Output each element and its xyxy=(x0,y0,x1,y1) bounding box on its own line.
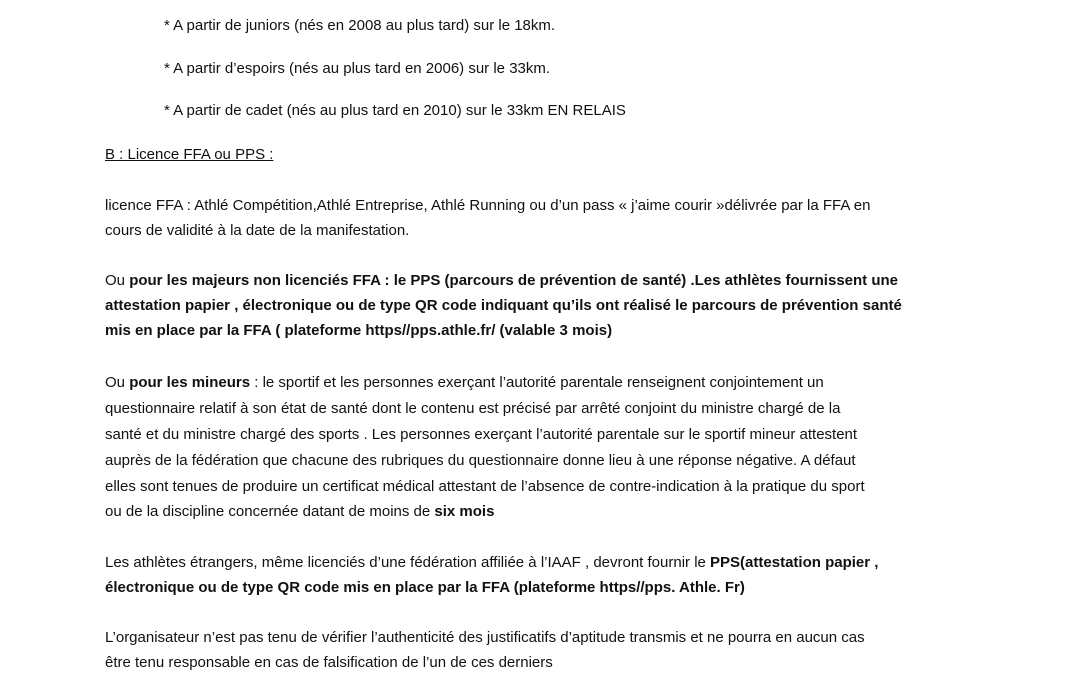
paragraph-line: elles sont tenues de produire un certificat médical attestant de l’absence de contre-indication à la pratique du sport xyxy=(105,478,865,495)
paragraph-line xyxy=(105,553,878,573)
paragraph-line: être tenu responsable en cas de falsification de l’un de ces derniers xyxy=(105,654,553,671)
paragraph-line xyxy=(105,271,898,291)
paragraph-line: électronique ou de type QR code mis en place par la FFA (plateforme https//pps. Athle. Fr) xyxy=(105,579,745,596)
paragraph-line: attestation papier , électronique ou de type QR code indiquant qu’ils ont réalisé le parcours de prévention santé xyxy=(105,297,902,314)
paragraph-line: cours de validité à la date de la manifestation. xyxy=(105,222,410,239)
bullet-item: * A partir de cadet (nés au plus tard en 2010) sur le 33km EN RELAIS xyxy=(164,102,626,119)
text-run: Ou xyxy=(105,272,130,289)
text-run: Les athlètes étrangers, même licenciés d’une fédération affiliée à l’IAAF , devront fournir le xyxy=(105,554,711,571)
paragraph-line: auprès de la fédération que chacune des rubriques du questionnaire donne lieu à une réponse négative. A défaut xyxy=(105,452,856,469)
bold-text-run: pour les mineurs xyxy=(129,374,251,391)
paragraph-line: L’organisateur n’est pas tenu de vérifier l’authenticité des justificatifs d’aptitude transmis et ne pourra en aucun cas xyxy=(105,629,865,646)
paragraph-line: questionnaire relatif à son état de santé dont le contenu est précisé par arrêté conjoint du ministre chargé de la xyxy=(105,400,841,417)
text-run: : le sportif et les personnes exerçant l’autorité parentale renseignent conjointement un xyxy=(250,374,824,391)
paragraph-line: licence FFA : Athlé Compétition,Athlé Entreprise, Athlé Running ou d’un pass « j’aime courir »délivrée par la FFA en xyxy=(105,197,871,214)
text-run: ou de la discipline concernée datant de moins de xyxy=(105,503,435,520)
bullet-item: * A partir d’espoirs (nés au plus tard en 2006) sur le 33km. xyxy=(164,60,551,77)
bullet-item: * A partir de juniors (nés en 2008 au plus tard) sur le 18km. xyxy=(164,17,556,34)
paragraph-line xyxy=(105,502,494,522)
bold-text-run: pour les majeurs non licenciés FFA : le PPS (parcours de prévention de santé) .Les athlètes fournissent une xyxy=(129,272,898,289)
section-heading: B : Licence FFA ou PPS : xyxy=(105,146,274,163)
bold-text-run: six mois xyxy=(434,503,495,520)
text-run: Ou xyxy=(105,374,130,391)
paragraph-line: santé et du ministre chargé des sports . Les personnes exerçant l’autorité parentale sur le sportif mineur attestent xyxy=(105,426,858,443)
paragraph-line xyxy=(105,373,824,393)
bold-text-run: PPS(attestation papier , xyxy=(710,554,879,571)
paragraph-line: mis en place par la FFA ( plateforme https//pps.athle.fr/ (valable 3 mois) xyxy=(105,322,613,339)
